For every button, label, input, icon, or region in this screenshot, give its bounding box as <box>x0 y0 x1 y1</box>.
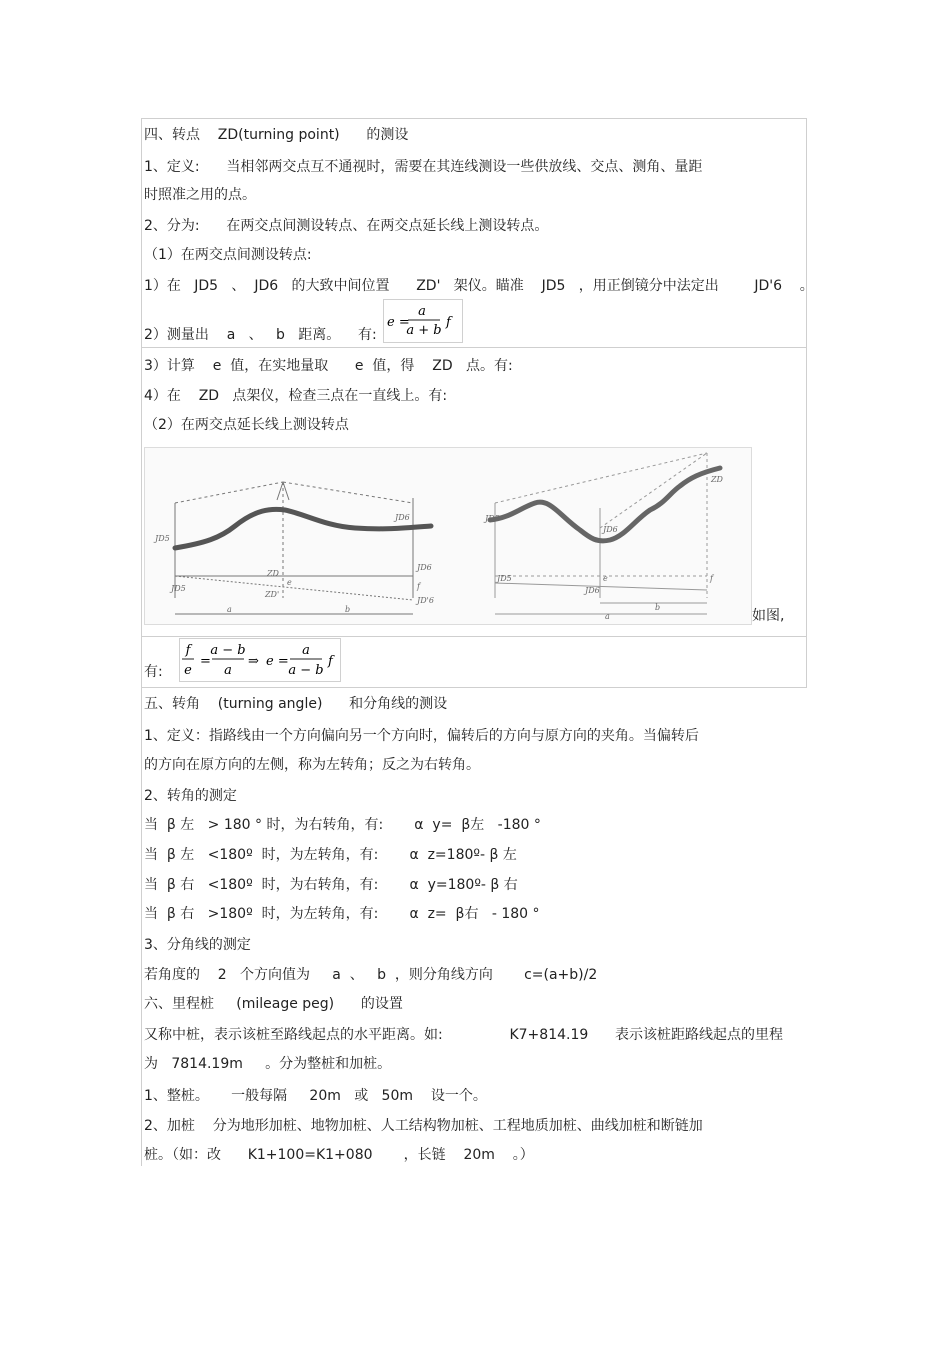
formula-extension <box>179 638 341 682</box>
paragraph-line: 有: <box>144 664 163 680</box>
svg-text:JD5: JD5 <box>485 514 500 523</box>
paragraph-line: 1、整桩。 一般每隔 20m 或 50m 设一个。 <box>144 1088 487 1104</box>
svg-text:a + b: a + b <box>406 323 442 338</box>
svg-text:e =: e = <box>266 654 289 669</box>
paragraph-line: 3）计算 e 值，在实地量取 e 值，得 ZD 点。有: <box>144 358 513 374</box>
svg-text:a: a <box>227 605 232 614</box>
paragraph-line: 时照准之用的点。 <box>144 187 256 203</box>
paragraph-line: 又称中桩，表示该桩至路线起点的水平距离。如: K7+814.19 表示该桩距路线起点的里程 <box>144 1027 783 1043</box>
svg-text:f: f <box>710 574 713 583</box>
svg-text:⇒: ⇒ <box>248 654 259 669</box>
svg-text:b: b <box>655 603 661 612</box>
svg-text:a: a <box>302 643 310 658</box>
svg-text:a − b: a − b <box>210 643 246 658</box>
paragraph-line: 当 β 右 <180º 时，为右转角，有: α y=180º- β 右 <box>144 877 518 893</box>
paragraph-line: （2）在两交点延长线上测设转点 <box>144 417 349 433</box>
paragraph-line: 1）在 JD5 、 JD6 的大致中间位置 ZD' 架仪。瞄准 JD5 ，用正倒镜分中法定出 JD'6 。 <box>144 278 814 294</box>
section-heading: 五、转角 (turning angle) 和分角线的测设 <box>144 696 448 712</box>
svg-text:ZD: ZD <box>711 475 723 484</box>
svg-text:f: f <box>417 582 420 591</box>
paragraph-line: 1、定义: 当相邻两交点互不通视时，需要在其连线测设一些供放线、交点、测角、量距 <box>144 159 703 175</box>
paragraph-line: 如图, <box>752 608 785 624</box>
svg-text:ZD: ZD <box>267 569 279 578</box>
svg-text:f: f <box>328 654 333 669</box>
section-heading: 四、转点 ZD(turning point) 的测设 <box>144 127 409 143</box>
svg-text:JD6: JD6 <box>395 513 410 522</box>
svg-text:e: e <box>603 574 608 583</box>
svg-text:ZD': ZD' <box>265 590 280 599</box>
svg-text:a: a <box>605 612 610 621</box>
paragraph-line: 当 β 右 >180º 时，为左转角，有: α z= β右 - 180 ° <box>144 906 540 922</box>
svg-text:JD6: JD6 <box>585 586 600 595</box>
paragraph-line: 2、加桩 分为地形加桩、地物加桩、人工结构物加桩、工程地质加桩、曲线加桩和断链加 <box>144 1118 703 1134</box>
paragraph-line: 为 7814.19m 。分为整桩和加桩。 <box>144 1056 392 1072</box>
frame-top <box>141 118 807 119</box>
paragraph-line: 2）测量出 a 、 b 距离。 有: <box>144 327 377 343</box>
svg-text:f: f <box>185 643 191 658</box>
svg-text:=: = <box>200 654 211 669</box>
paragraph-line: 2、分为: 在两交点间测设转点、在两交点延长线上测设转点。 <box>144 218 549 234</box>
svg-text:JD6: JD6 <box>603 525 618 534</box>
row-divider <box>141 347 807 348</box>
paragraph-line: 当 β 左 <180º 时，为左转角，有: α z=180º- β 左 <box>144 847 517 863</box>
frame-left <box>141 118 142 1166</box>
svg-text:a: a <box>418 304 426 319</box>
paragraph-line: 当 β 左 > 180 ° 时，为右转角，有: α y= β左 -180 ° <box>144 817 541 833</box>
turning-point-figure <box>144 447 752 625</box>
paragraph-line: 1、定义：指路线由一个方向偏向另一个方向时，偏转后的方向与原方向的夹角。当偏转后 <box>144 728 699 744</box>
svg-text:JD5: JD5 <box>497 574 512 583</box>
formula-e-ratio <box>383 299 463 343</box>
svg-text:e =: e = <box>387 315 410 330</box>
svg-text:JD6: JD6 <box>417 563 432 572</box>
paragraph-line: 若角度的 2 个方向值为 a 、 b ，则分角线方向 c=(a+b)/2 <box>144 967 598 983</box>
paragraph-line: 的方向在原方向的左侧，称为左转角；反之为右转角。 <box>144 757 480 773</box>
section-heading: 六、里程桩 (mileage peg) 的设置 <box>144 996 403 1012</box>
paragraph-line: 桩。（如：改 K1+100=K1+080 ，长链 20m 。） <box>144 1147 534 1163</box>
svg-text:JD5: JD5 <box>155 534 170 543</box>
svg-text:f: f <box>446 315 451 330</box>
row-divider <box>141 636 807 637</box>
svg-text:b: b <box>345 605 351 614</box>
frame-right <box>806 118 807 688</box>
paragraph-line: 3、分角线的测定 <box>144 937 251 953</box>
svg-text:JD'6: JD'6 <box>417 596 434 605</box>
svg-text:a − b: a − b <box>288 663 324 678</box>
svg-text:a: a <box>224 663 232 678</box>
paragraph-line: （1）在两交点间测设转点: <box>144 247 312 263</box>
paragraph-line: 2、转角的测定 <box>144 788 237 804</box>
paragraph-line: 4）在 ZD 点架仪，检查三点在一直线上。有: <box>144 388 448 404</box>
svg-text:e: e <box>287 578 292 587</box>
svg-text:e: e <box>184 663 192 678</box>
svg-text:JD5: JD5 <box>171 584 186 593</box>
row-divider <box>141 687 807 688</box>
